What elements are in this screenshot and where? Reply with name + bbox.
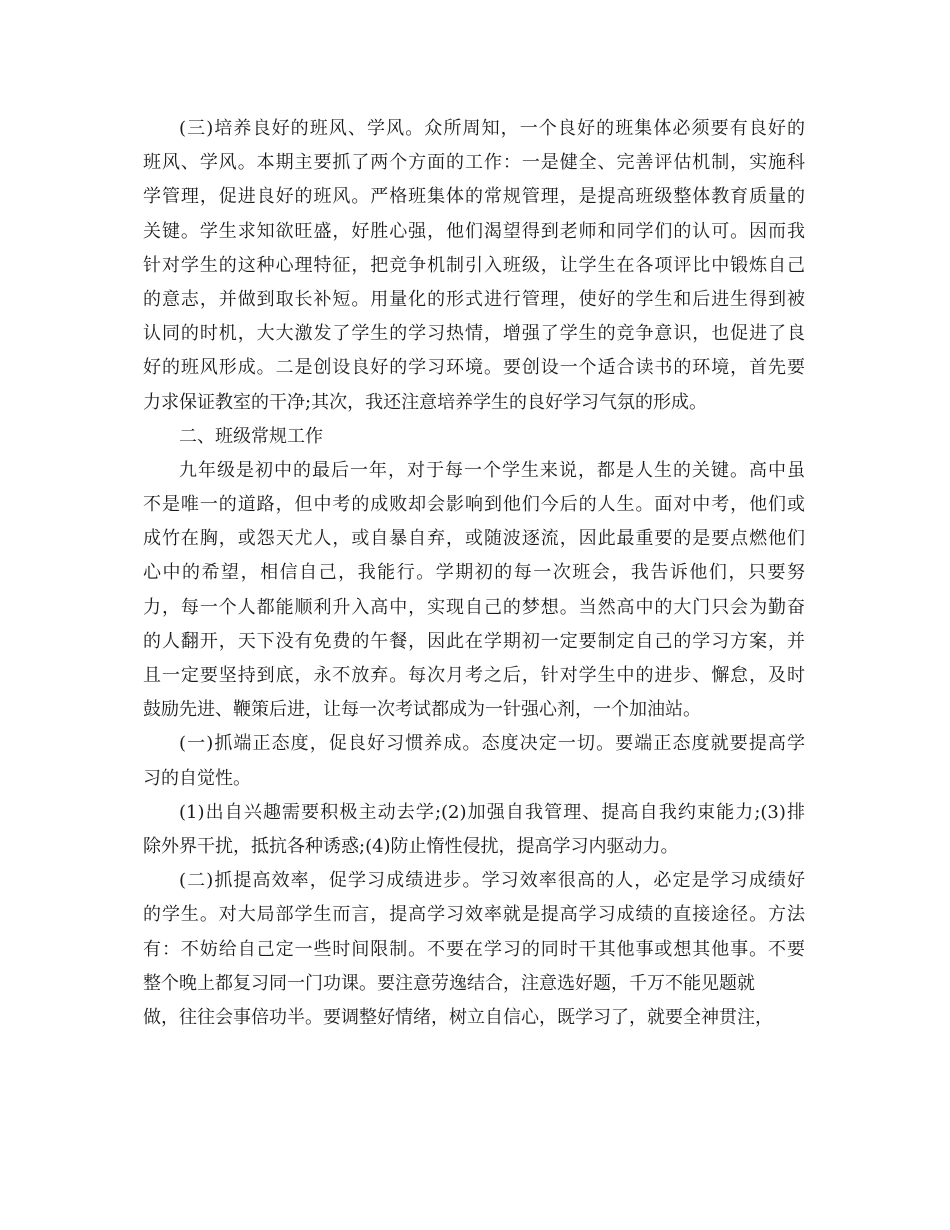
paragraph-efficiency — [143, 864, 805, 1035]
text-line: 关键。学生求知欲旺盛，好胜心强，他们渴望得到老师和同学们的认可。因而我 — [143, 220, 805, 242]
text-line: (三)培养良好的班风、学风。众所周知，一个良好的班集体必须要有良好的 — [179, 118, 805, 139]
heading-text: 二、班级常规工作 — [179, 425, 323, 447]
text-line: 力，每一个人都能顺利升入高中，实现自己的梦想。当然高中的大门只会为勤奋 — [143, 596, 805, 618]
text-line: 且一定要坚持到底，永不放弃。每次月考之后，针对学生中的进步、懈怠，及时 — [143, 665, 805, 686]
text-line: 的意志，并做到取长补短。用量化的形式进行管理，使好的学生和后进生得到被 — [143, 288, 805, 310]
text-line: 整个晚上都复习同一门功课。要注意劳逸结合，注意选好题，千万不能见题就 — [143, 972, 755, 994]
text-line: 的学生。对大局部学生而言，提高学习效率就是提高学习成绩的直接途径。方法 — [143, 904, 805, 926]
document-body — [143, 112, 805, 1035]
paragraph-grade-nine — [143, 454, 805, 728]
text-line: 除外界干扰，抵抗各种诱惑;(4)防止惰性侵扰，提高学习内驱动力。 — [143, 835, 679, 857]
text-line: 针对学生的这种心理特征，把竞争机制引入班级，让学生在各项评比中锻炼自己 — [143, 254, 805, 276]
text-line: 学管理，促进良好的班风。严格班集体的常规管理，是提高班级整体教育质量的 — [143, 186, 805, 208]
text-line: 力求保证教室的干净;其次，我还注意培养学生的良好学习气氛的形成。 — [143, 391, 708, 413]
text-line: 鼓励先进、鞭策后进，让每一次考试都成为一针强心剂，一个加油站。 — [143, 699, 701, 721]
text-line: 心中的希望，相信自己，我能行。学期初的每一次班会，我告诉他们，只要努 — [143, 562, 805, 584]
text-line: 有：不妨给自己定一些时间限制。不要在学习的同时干其他事或想其他事。不要 — [143, 938, 805, 960]
text-line: 成竹在胸，或怨天尤人，或自暴自弃，或随波逐流，因此最重要的是要点燃他们 — [143, 528, 805, 550]
paragraph-attitude — [143, 727, 805, 795]
text-line: 做，往往会事倍功半。要调整好情绪，树立自信心，既学习了，就要全神贯注， — [143, 1006, 773, 1028]
text-line: 班风、学风。本期主要抓了两个方面的工作：一是健全、完善评估机制，实施科 — [143, 152, 805, 174]
text-line: (二)抓提高效率，促学习成绩进步。学习效率很高的人，必定是学习成绩好 — [179, 870, 805, 892]
text-line: 认同的时机，大大激发了学生的学习热情，增强了学生的竞争意识，也促进了良 — [143, 323, 805, 345]
text-line: (一)抓端正态度，促良好习惯养成。态度决定一切。要端正态度就要提高学 — [179, 733, 805, 755]
section-heading — [143, 420, 805, 454]
text-line: 九年级是初中的最后一年，对于每一个学生来说，都是人生的关键。高中虽 — [179, 459, 805, 481]
paragraph-class-style — [143, 112, 805, 420]
text-line: 好的班风形成。二是创设良好的学习环境。要创设一个适合读书的环境，首先要 — [143, 357, 805, 379]
text-line: (1)出自兴趣需要积极主动去学;(2)加强自我管理、提高自我约束能力;(3)排 — [179, 801, 805, 823]
text-line: 不是唯一的道路，但中考的成败却会影响到他们今后的人生。面对中考，他们或 — [143, 494, 805, 516]
paragraph-numbered-points — [143, 796, 805, 864]
text-line: 习的自觉性。 — [143, 767, 251, 789]
text-line: 的人翻开，天下没有免费的午餐，因此在学期初一定要制定自己的学习方案，并 — [143, 630, 805, 652]
